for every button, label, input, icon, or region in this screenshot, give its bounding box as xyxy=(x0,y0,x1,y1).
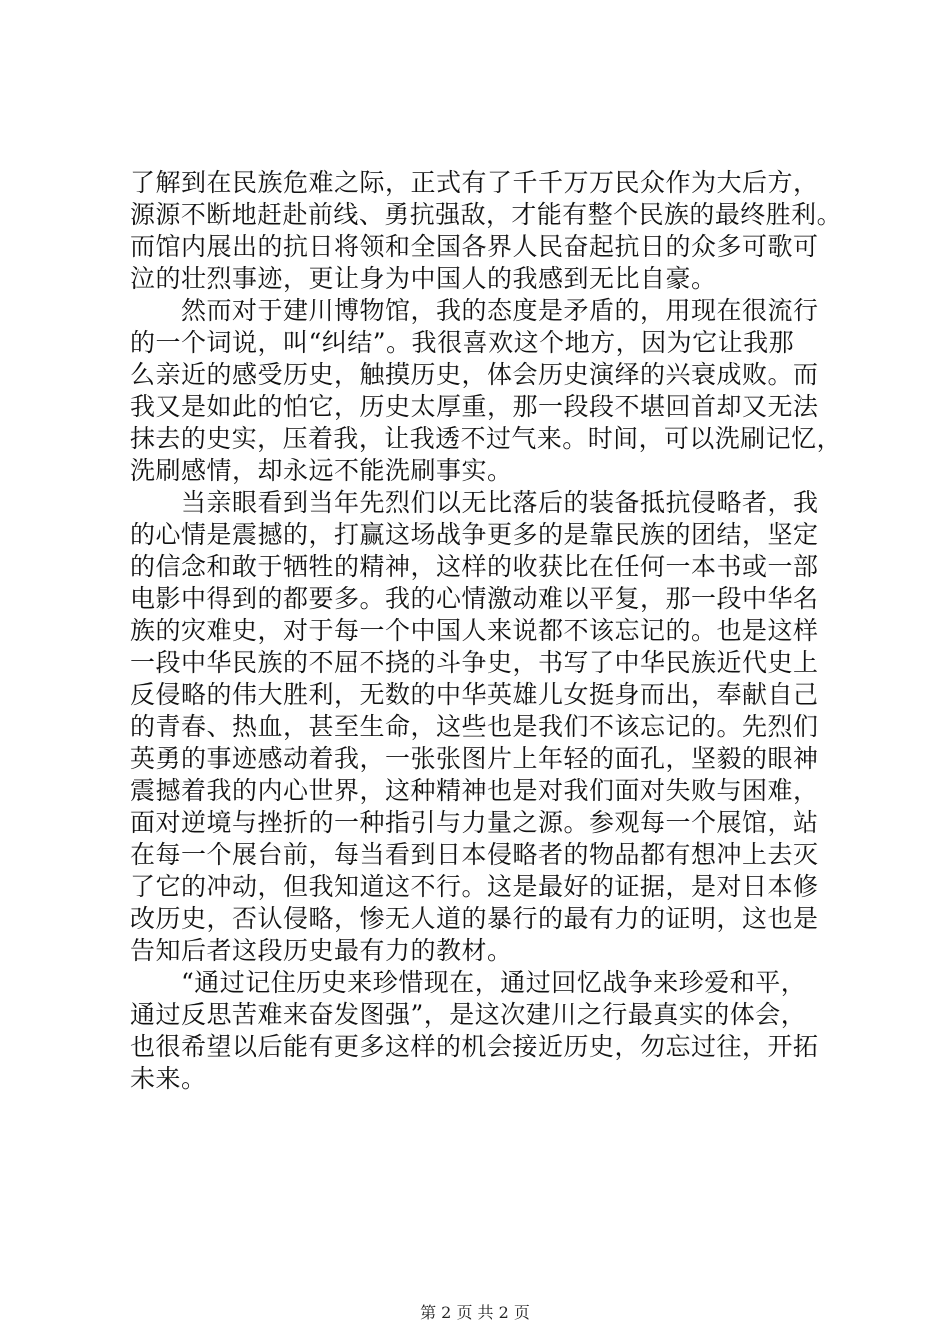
text-line: 然而对于建川博物馆，我的态度是矛盾的，用现在很流行 xyxy=(130,296,819,325)
text-line: 反侵略的伟大胜利，无数的中华英雄儿女挺身而出，奉献自己 xyxy=(130,680,819,709)
text-line: 了解到在民族危难之际，正式有了千千万万民众作为大后方， xyxy=(130,168,819,197)
text-line: 一段中华民族的不屈不挠的斗争史，书写了中华民族近代史上 xyxy=(130,648,819,677)
text-line: 面对逆境与挫折的一种指引与力量之源。参观每一个展馆，站 xyxy=(130,808,819,837)
text-line: 的信念和敢于牺牲的精神，这样的收获比在任何一本书或一部 xyxy=(130,552,819,581)
text-line: 也很希望以后能有更多这样的机会接近历史，勿忘过往，开拓 xyxy=(130,1032,819,1061)
body-text xyxy=(130,167,842,1095)
text-line: 改历史，否认侵略，惨无人道的暴行的最有力的证明，这也是 xyxy=(130,904,819,933)
text-line: 而馆内展出的抗日将领和全国各界人民奋起抗日的众多可歌可 xyxy=(130,232,819,261)
text-line: 电影中得到的都要多。我的心情激动难以平复，那一段中华名 xyxy=(130,584,819,613)
text-line: 源源不断地赶赴前线、勇抗强敌，才能有整个民族的最终胜利。 xyxy=(130,200,843,229)
text-line: 的一个词说，叫“纠结”。我很喜欢这个地方，因为它让我那 xyxy=(130,328,795,357)
text-line: 么亲近的感受历史，触摸历史，体会历史演绎的兴衰成败。而 xyxy=(130,360,819,389)
text-line: 我又是如此的怕它，历史太厚重，那一段段不堪回首却又无法 xyxy=(130,392,819,421)
text-line: 泣的壮烈事迹，更让身为中国人的我感到无比自豪。 xyxy=(130,264,717,293)
text-line: 抹去的史实，压着我，让我透不过气来。时间，可以洗刷记忆， xyxy=(130,424,843,453)
text-line: 告知后者这段历史最有力的教材。 xyxy=(130,936,513,965)
text-line: 的心情是震撼的，打赢这场战争更多的是靠民族的团结，坚定 xyxy=(130,520,819,549)
text-line: 通过反思苦难来奋发图强”，是这次建川之行最真实的体会， xyxy=(130,1000,807,1029)
text-line: “通过记住历史来珍惜现在，通过回忆战争来珍爱和平， xyxy=(130,968,807,997)
text-line: 族的灾难史，对于每一个中国人来说都不该忘记的。也是这样 xyxy=(130,616,819,645)
text-line: 当亲眼看到当年先烈们以无比落后的装备抵抗侵略者，我 xyxy=(130,488,819,517)
text-line: 英勇的事迹感动着我，一张张图片上年轻的面孔，坚毅的眼神 xyxy=(130,744,819,773)
text-line: 的青春、热血，甚至生命，这些也是我们不该忘记的。先烈们 xyxy=(130,712,819,741)
text-line: 洗刷感情，却永远不能洗刷事实。 xyxy=(130,456,513,485)
text-line: 了它的冲动，但我知道这不行。这是最好的证据，是对日本修 xyxy=(130,872,819,901)
text-line: 震撼着我的内心世界，这种精神也是对我们面对失败与困难， xyxy=(130,776,819,805)
text-line: 在每一个展台前，每当看到日本侵略者的物品都有想冲上去灭 xyxy=(130,840,819,869)
page-number-footer: 第 2 页 共 2 页 xyxy=(420,1303,530,1322)
text-line: 未来。 xyxy=(130,1064,207,1093)
